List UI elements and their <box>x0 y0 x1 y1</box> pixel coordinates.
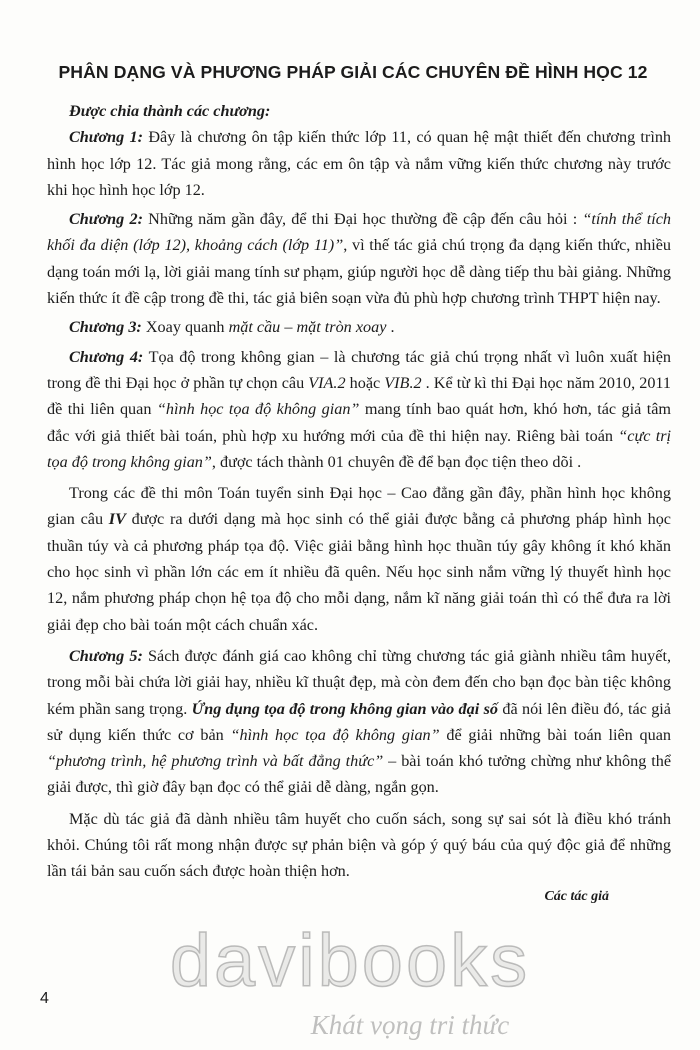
chapter-5-paragraph <box>47 643 671 801</box>
chapter-4-text-4: , được tách thành 01 chuyên đề để bạn đọc tiện theo dõi . <box>211 452 582 471</box>
closing-paragraph: Mặc dù tác giả đã dành nhiều tâm huyết cho cuốn sách, song sự sai sót là điều khó tránh khỏi. Chúng tôi rất mong nhận được sự phản biện và góp ý quý báu của quý độc giả để những lần tái bản sau cuốn sách được hoàn thiện hơn. <box>47 809 671 881</box>
chapter-3-topic: mặt cầu – mặt tròn xoay <box>228 318 387 337</box>
chapter-4-question-b: VIB.2 <box>384 373 422 392</box>
chapter-2-text-1: Những năm gần đây, để thi Đại học thường đề cập đến câu hỏi : <box>142 210 583 229</box>
chapter-2-quote: “tính thể tích khối đa diện (lớp 12), khoảng cách (lớp 11)” <box>47 210 672 255</box>
chapter-5-text-2: đã nói lên điều đó, tác giả sử dụng kiến thức cơ bản <box>47 699 671 744</box>
watermark-slogan: Khát vọng tri thức <box>310 1010 510 1040</box>
chapter-4-question-a: VIA.2 <box>308 373 346 392</box>
chapter-3-text: Xoay quanh <box>141 318 229 337</box>
exam-question-number: IV <box>108 510 126 529</box>
chapter-4-text-3: mang tính bao quát hơn, khó hơn, tác giả tâm đắc với giả thiết bài toán, phù hợp xu hướng mới của đề thi hiện nay. Riêng bài toán <box>47 400 671 445</box>
exam-paragraph <box>47 480 671 638</box>
chapter-4-quote-1: “hình học tọa độ không gian” <box>156 400 360 419</box>
chapter-4-quote-2: “cực trị tọa độ trong không gian” <box>47 426 672 471</box>
chapter-5-text-4: – bài toán khó tưởng chừng như không thể giải được, thì giờ đây bạn đọc có thể giải dễ dàng, ngắn gọn. <box>47 752 671 797</box>
chapter-1-label: Chương 1: <box>69 128 144 147</box>
chapter-4-paragraph <box>47 344 671 475</box>
chapter-3-end: . <box>386 318 395 337</box>
chapter-5-label: Chương 5: <box>69 646 143 665</box>
authors-signature: Các tác giả <box>544 888 609 904</box>
chapter-1-paragraph <box>47 124 671 203</box>
chapter-2-paragraph <box>47 206 671 311</box>
chapter-4-text-1: Tọa độ trong không gian – là chương tác giả chú trọng nhất vì luôn xuất hiện trong đề thi Đại học ở phần tự chọn câu <box>47 347 672 392</box>
watermark-brand: davibooks <box>169 919 531 1002</box>
chapter-3-paragraph <box>47 314 671 340</box>
chapter-1-text: Đây là chương ôn tập kiến thức lớp 11, có quan hệ mật thiết đến chương trình hình học lớp 12. Tác giả mong rằng, các em ôn tập và nắm vững kiến thức chương này trước khi học hình học lớp 12. <box>47 128 672 199</box>
intro-paragraph <box>47 98 671 124</box>
chapter-4-label: Chương 4: <box>69 347 144 366</box>
page-number: 4 <box>40 990 49 1007</box>
exam-text-1: Trong các đề thi môn Toán tuyển sinh Đại học – Cao đẳng gần đây, phần hình học không gian câu <box>47 484 671 529</box>
chapter-5-text-1: Sách được đánh giá cao không chỉ từng chương tác giả giành nhiều tâm huyết, trong mỗi bài chứa lời giải hay, nhiều kĩ thuật đẹp, mà còn đem đến cho bạn đọc bàn tiệc không kém phần sang trọng. <box>47 646 672 718</box>
chapter-2-label: Chương 2: <box>69 210 143 229</box>
chapter-2-text-2: , vì thế tác giả chú trọng đa dạng kiến thức, nhiều dạng toán mới lạ, lời giải mang tính sư phạm, giúp người học dễ dàng tiếp thu bài giảng. Những kiến thức ít đề cập trong đề thi, tác giả biên soạn vừa đủ phù hợp chương trình THPT hiện nay. <box>47 236 671 308</box>
chapter-5-text-3: để giải những bài toán liên quan <box>439 725 671 744</box>
intro-text: Được chia thành các chương: <box>69 102 271 120</box>
chapter-4-or: hoặc <box>345 373 385 392</box>
chapter-3-label: Chương 3: <box>69 318 142 337</box>
exam-text-2: được ra dưới dạng mà học sinh có thể giải được bằng cả phương pháp hình học thuần túy và cả phương pháp tọa độ. Việc giải bằng hình học thuần túy gây không ít khó khăn cho học sinh vì phần lớn các em ít nhiều đã quên. Nếu học sinh nắm vững lý thuyết hình học 12, nắm phương pháp chọn hệ tọa độ cho mỗi dạng, nắm kĩ năng giải toán thì có thể đưa ra lời giải đẹp cho bài toán một cách chuẩn xác. <box>47 510 671 634</box>
chapter-4-text-2: . Kể từ kì thi Đại học năm 2010, 2011 đề thi liên quan <box>47 373 672 419</box>
chapter-5-quote-1: “hình học tọa độ không gian” <box>230 725 440 744</box>
chapter-5-quote-2: “phương trình, hệ phương trình và bất đẳng thức” <box>47 752 384 771</box>
chapter-5-highlight: Ứng dụng tọa độ trong không gian vào đại số <box>191 699 498 718</box>
page-title: PHÂN DẠNG VÀ PHƯƠNG PHÁP GIẢI CÁC CHUYÊN ĐỀ HÌNH HỌC 12 <box>58 62 648 82</box>
body-text <box>47 98 671 910</box>
